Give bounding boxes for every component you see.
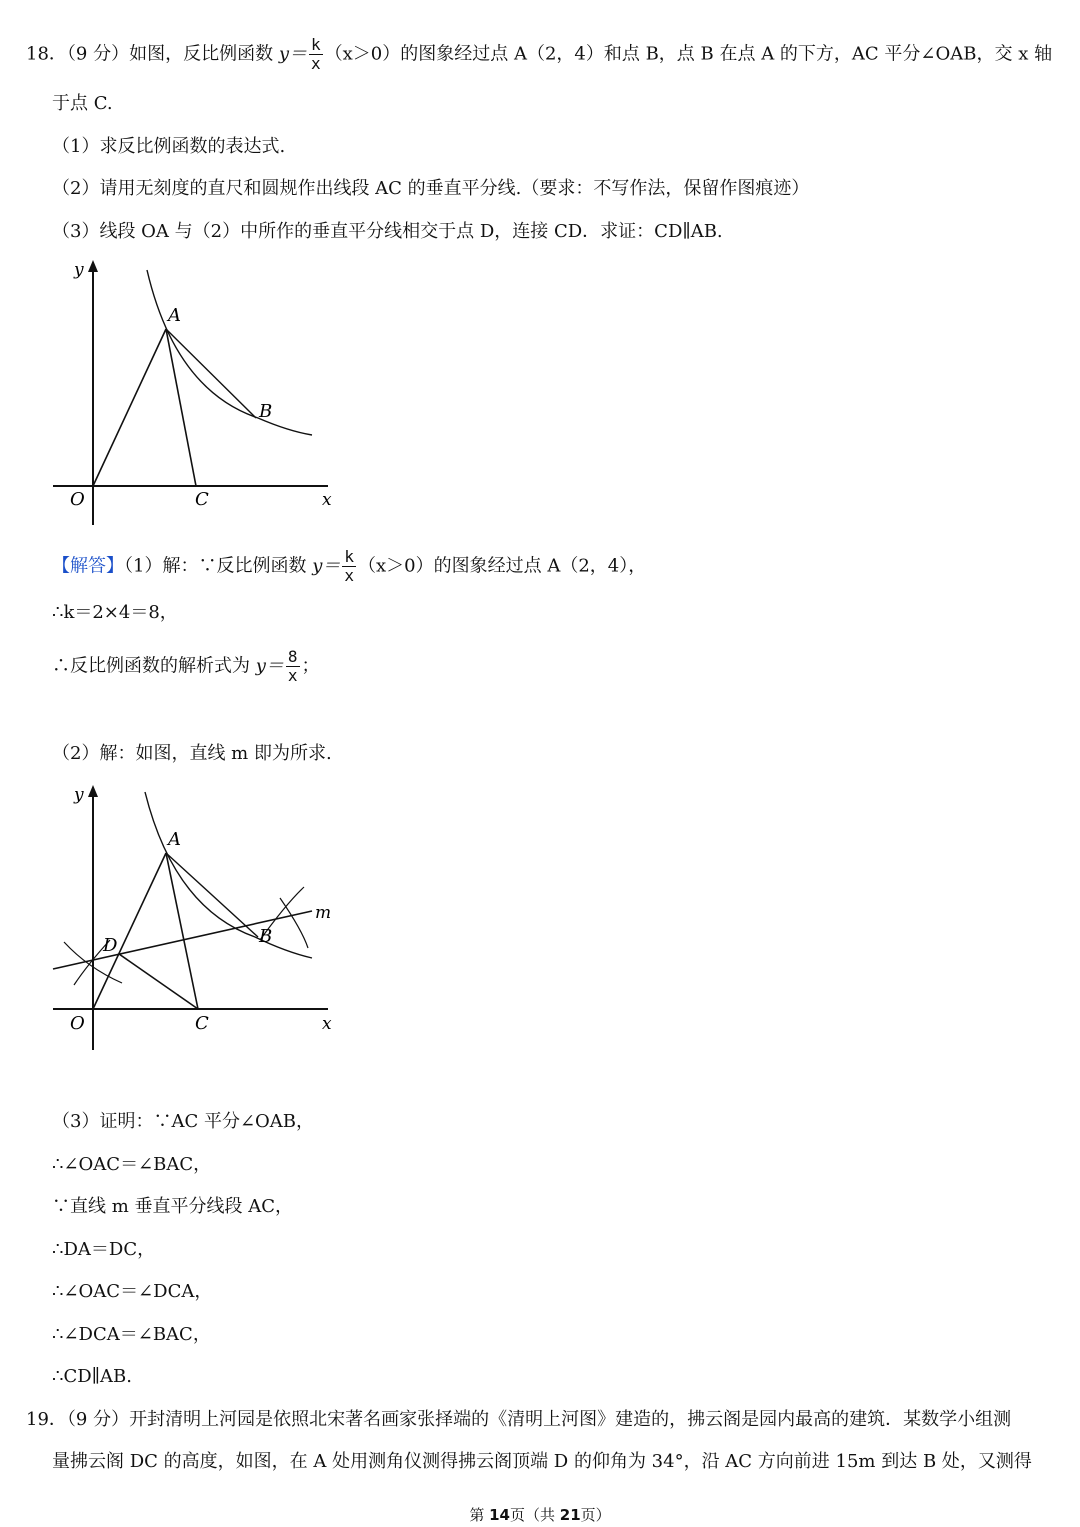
fig2-label-y: y: [74, 785, 84, 805]
answer-1-result-line: [52, 648, 320, 685]
footer-post: 页）: [580, 1506, 611, 1524]
fig2-arc-upper-2: [280, 898, 308, 948]
answer-1-fraction: [342, 548, 356, 585]
figure-2-graph: [50, 780, 340, 1055]
footer-mid: 页（共: [509, 1506, 560, 1524]
answer-1-line-1: [52, 548, 646, 585]
answer-3-line-5: ∴∠OAC＝∠DCA，: [52, 1281, 213, 1302]
fig2-label-D: D: [103, 935, 118, 956]
q18-sub2: （2）请用无刻度的直尺和圆规作出线段 AC 的垂直平分线.（要求：不写作法，保留作图痕迹）: [52, 178, 810, 199]
q18-fraction: [309, 36, 323, 73]
fig1-label-O: O: [70, 489, 85, 510]
answer-1-frac-num: k: [344, 547, 354, 566]
answer-3-line-4: ∴DA＝DC，: [52, 1239, 156, 1260]
answer-3-line-7: ∴CD∥AB.: [52, 1366, 132, 1387]
fig1-segment-OA: [93, 329, 166, 486]
answer-1-y-eq: y＝: [312, 555, 341, 577]
q18-line-1: [26, 36, 1052, 73]
fig1-label-C: C: [195, 489, 209, 510]
fig1-label-x: x: [322, 490, 332, 510]
q18-sub1: （1）求反比例函数的表达式.: [52, 136, 286, 157]
q18-y-eq: y＝: [278, 43, 307, 65]
answer-1-intro: （1）解：∵反比例函数: [124, 555, 313, 577]
fig2-segment-OA: [93, 853, 166, 1009]
answer-1-result-y: y＝: [255, 655, 284, 677]
q18-line-2: 于点 C.: [52, 93, 113, 114]
q18-intro: 18．（9 分）如图，反比例函数: [26, 43, 279, 65]
fig2-label-B: B: [259, 926, 273, 947]
answer-3-line-3: ∵直线 m 垂直平分线段 AC，: [52, 1196, 294, 1217]
fig1-y-arrow: [88, 260, 98, 272]
answer-1-result-num: 8: [287, 647, 298, 666]
answer-1-condition: （x＞0）的图象经过点 A（2，4），: [358, 555, 647, 577]
footer-total-pages: 21: [559, 1506, 581, 1524]
q18-frac-num: k: [310, 35, 321, 54]
answer-1-result-end: ；: [301, 655, 320, 677]
q18-sub3: （3）线段 OA 与（2）中所作的垂直平分线相交于点 D，连接 CD．求证：CD∥AB.: [52, 221, 723, 242]
figure-1-graph: [50, 255, 340, 530]
fig1-label-y: y: [74, 260, 84, 280]
q19-line-1: 19．（9 分）开封清明上河园是依照北宋著名画家张择端的《清明上河图》建造的，拂云阁是园内最高的建筑．某数学小组测: [26, 1409, 1012, 1430]
footer-pre: 第: [469, 1506, 490, 1524]
answer-3-line-6: ∴∠DCA＝∠BAC，: [52, 1324, 211, 1345]
answer-3-line-2: ∴∠OAC＝∠BAC，: [52, 1154, 212, 1175]
answer-2-line: （2）解：如图，直线 m 即为所求.: [52, 743, 332, 764]
fig2-segment-CD: [119, 954, 198, 1009]
answer-1-result-fraction: [286, 648, 300, 685]
answer-3-line-1: （3）证明：∵AC 平分∠OAB，: [52, 1111, 315, 1132]
answer-1-k-line: ∴k＝2×4＝8，: [52, 602, 178, 623]
fig1-label-B: B: [259, 401, 273, 422]
q19-line-2: 量拂云阁 DC 的高度，如图，在 A 处用测角仪测得拂云阁顶端 D 的仰角为 34°，沿 AC 方向前进 15m 到达 B 处，又测得: [52, 1451, 1032, 1472]
fig1-segment-AB: [166, 329, 256, 418]
fig2-label-C: C: [195, 1013, 209, 1034]
answer-1-frac-den: x: [344, 566, 354, 585]
q18-condition: （x＞0）的图象经过点 A（2，4）和点 B，点 B 在点 A 的下方，AC 平分∠OAB，交 x 轴: [324, 43, 1053, 65]
q18-frac-den: x: [310, 54, 321, 73]
answer-1-result-text: ∴反比例函数的解析式为: [52, 655, 256, 677]
fig1-label-A: A: [168, 305, 181, 326]
fig2-segment-AB: [166, 853, 258, 937]
fig1-segment-AC: [166, 329, 196, 486]
fig2-y-arrow: [88, 785, 98, 797]
fig2-segment-AC: [166, 853, 198, 1009]
fig2-label-A: A: [168, 829, 181, 850]
fig2-label-x: x: [322, 1014, 332, 1034]
page-footer: [0, 1504, 1080, 1525]
fig1-hyperbola: [147, 270, 312, 435]
fig2-label-m: m: [315, 903, 332, 923]
answer-1-result-den: x: [287, 666, 298, 685]
answer-tag: 【解答】: [52, 555, 124, 577]
fig2-label-O: O: [70, 1013, 85, 1034]
footer-page-number: 14: [489, 1506, 510, 1524]
